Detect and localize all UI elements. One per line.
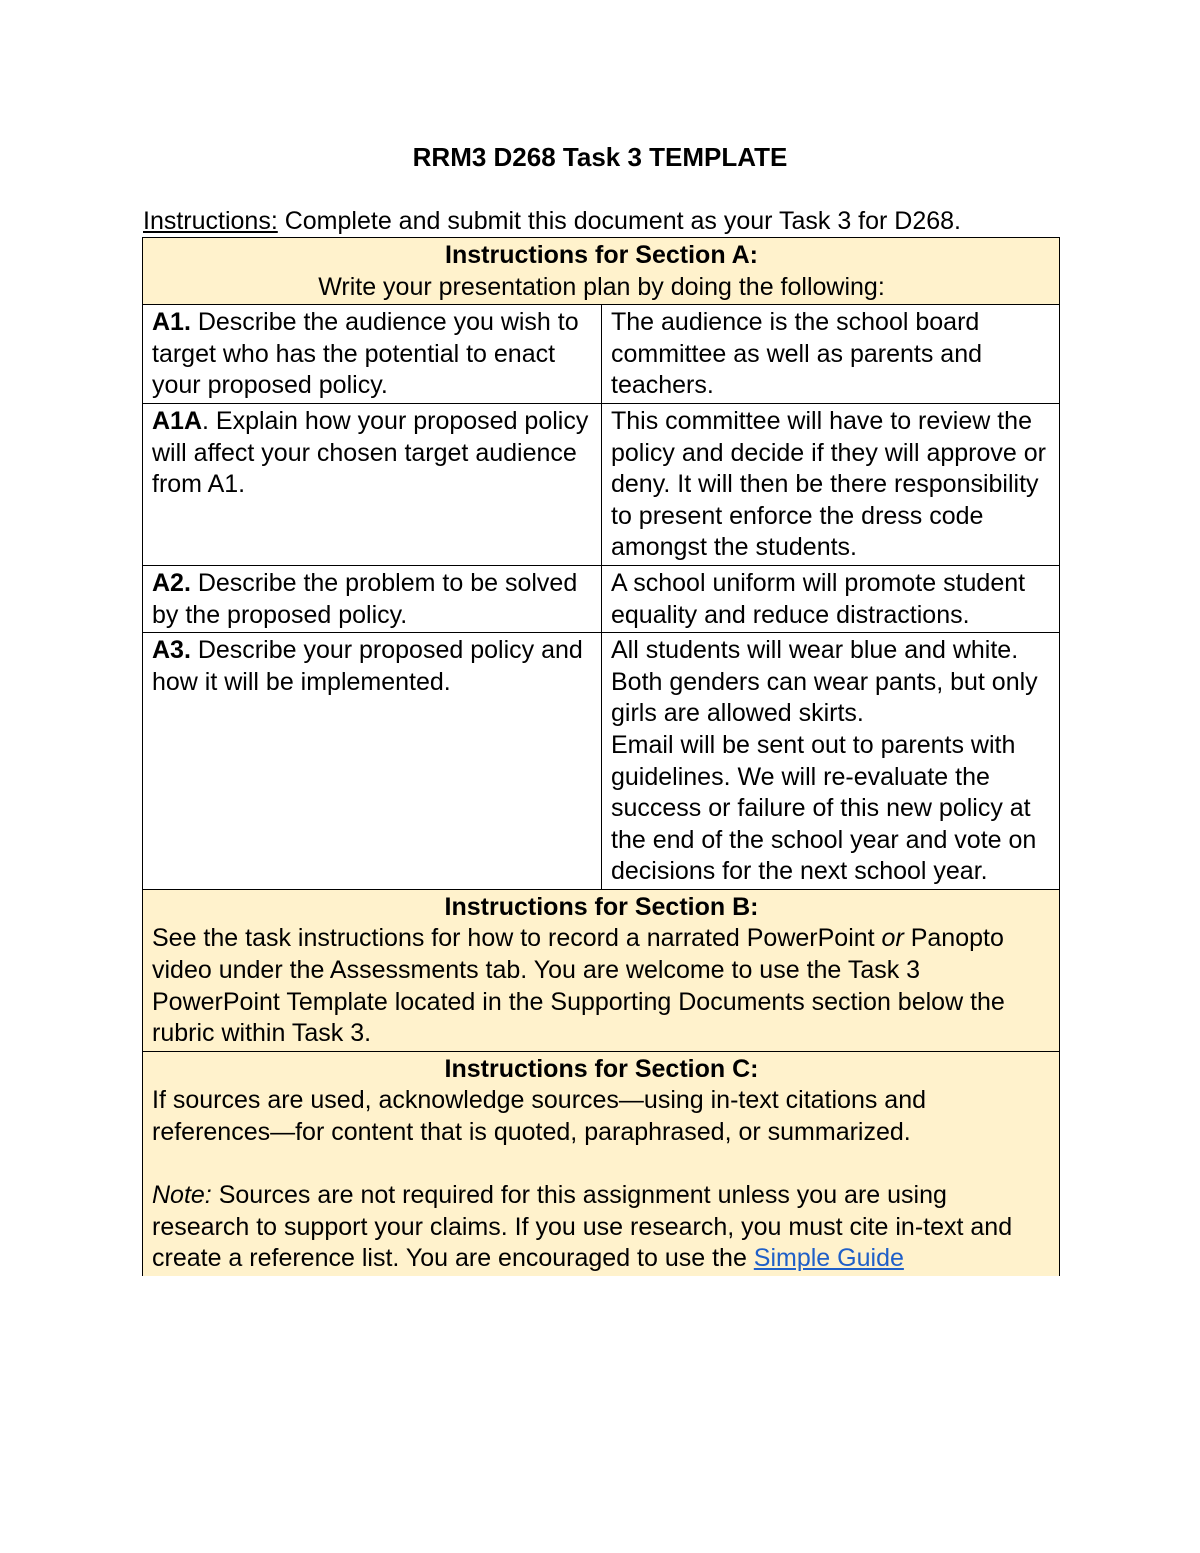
section-b-row — [143, 889, 1060, 1051]
prompt-text: . Explain how your proposed policy will affect your chosen target audience from A1. — [152, 406, 589, 499]
prompt-text: Describe the audience you wish to target who has the potential to enact your proposed policy. — [152, 308, 579, 400]
response-paragraph: All students will wear blue and white. Both genders can wear pants, but only girls are allowed skirts. — [611, 636, 1038, 728]
task-table — [142, 237, 1060, 1276]
section-a-heading: Instructions for Section A: — [445, 241, 758, 269]
response-cell-a3[interactable] — [602, 633, 1060, 890]
prompt-text: Describe the problem to be solved by the proposed policy. — [152, 568, 578, 629]
table-row — [143, 403, 1060, 565]
blank-line — [152, 1149, 1051, 1181]
note-label: Note: — [152, 1181, 212, 1210]
page-title: RRM3 D268 Task 3 TEMPLATE — [412, 142, 788, 172]
section-c-heading: Instructions for Section C: — [444, 1054, 759, 1083]
response-paragraph: Email will be sent out to parents with guidelines. We will re-evaluate the success or failure of this new policy at the end of the school year and vote on decisions for the next school year. — [611, 730, 1037, 886]
table-row — [143, 633, 1060, 890]
response-cell-a1a[interactable]: This committee will have to review the policy and decide if they will approve or deny. It will then be there responsibility to present enforce the dress code amongst the students. — [602, 403, 1060, 565]
section-c-text: If sources are used, acknowledge sources—using in-text citations and references—for content that is quoted, paraphrased, or summarized. — [152, 1086, 927, 1147]
section-a-header-row — [143, 238, 1060, 305]
prompt-label: A3. — [152, 636, 191, 665]
instructions-line — [143, 204, 961, 238]
simple-guide-link[interactable]: Simple Guide — [753, 1244, 904, 1273]
table-row — [143, 305, 1060, 404]
prompt-cell-a2 — [143, 565, 602, 632]
table-row — [143, 565, 1060, 632]
section-c-row — [143, 1051, 1060, 1276]
instructions-label: Instructions: — [143, 207, 278, 235]
section-b-or: or — [881, 924, 904, 953]
section-b-heading: Instructions for Section B: — [444, 892, 759, 921]
prompt-cell-a1a — [143, 403, 602, 565]
note-text: Sources are not required for this assignment unless you are using research to support your claims. If you use research, you must cite in-text and create a reference list. You are encouraged to use the — [152, 1181, 1013, 1273]
prompt-label: A1. — [152, 308, 191, 337]
section-c-cell — [143, 1051, 1060, 1276]
instructions-text: Complete and submit this document as your Task 3 for D268. — [277, 207, 961, 235]
prompt-label: A1A — [152, 406, 203, 435]
section-a-header — [143, 238, 1060, 305]
section-b-text: See the task instructions for how to record a narrated PowerPoint — [152, 924, 882, 953]
response-cell-a2[interactable]: A school uniform will promote student equality and reduce distractions. — [602, 565, 1060, 632]
section-b-text-2: Panopto video under the Assessments tab. You are welcome to use the Task 3 PowerPoint Template located in the Supporting Documents section below the rubric within Task 3. — [152, 924, 1005, 1048]
section-c-note — [152, 1180, 1051, 1275]
prompt-cell-a3 — [143, 633, 602, 890]
section-a-subheading: Write your presentation plan by doing the following: — [318, 272, 885, 301]
response-cell-a1[interactable]: The audience is the school board committee as well as parents and teachers. — [602, 305, 1060, 404]
section-b-cell — [143, 889, 1060, 1051]
prompt-label: A2. — [152, 568, 191, 597]
prompt-text: Describe your proposed policy and how it will be implemented. — [152, 636, 583, 696]
prompt-cell-a1 — [143, 305, 602, 404]
